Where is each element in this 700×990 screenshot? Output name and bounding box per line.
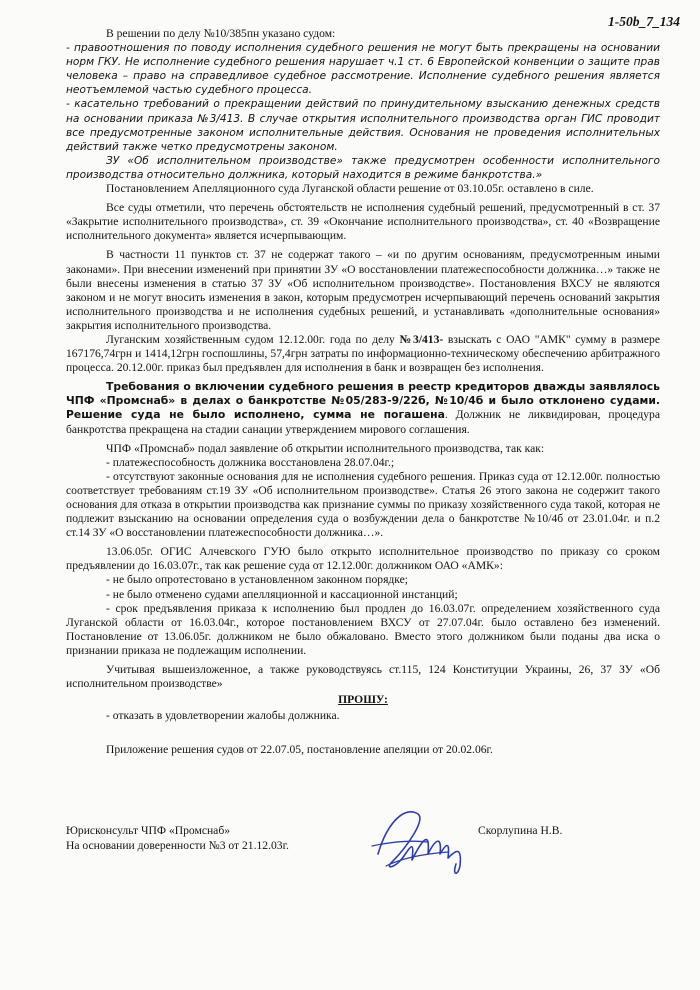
signatory-info bbox=[66, 824, 289, 853]
signatory-name: Скорлупина Н.В. bbox=[478, 824, 563, 837]
courts-paragraph: Все суды отметили, что перечень обстоятельств не исполнения судебный решений, предусмотренный в ст. 37 «Закрытие исполнительного производства», ст. 39 «Окончание исполнительного производства», ст. 40 «Возвращение исполнительного документа» является исчерпывающим. bbox=[66, 201, 660, 243]
bankruptcy-paragraph bbox=[66, 380, 660, 436]
request-item: - отказать в удовлетворении жалобы должника. bbox=[106, 709, 340, 723]
bullet-item: - не было опротестовано в установленном законном порядке; bbox=[106, 573, 409, 587]
bullet-item: - не было отменено судами апелляционной и кассационной инстанций; bbox=[106, 587, 458, 601]
appeal-paragraph: Постановлением Апелляционного суда Луганской области решение от 03.10.05г. оставлено в силе. bbox=[106, 182, 594, 196]
particular-paragraph: В частности 11 пунктов ст. 37 не содержат такого – «и по другим основаниям, предусмотренным иными законами». При внесении изменений при принятии ЗУ «О восстановлении платежеспособности должника…» также не были внесены изменения в статью 37 ЗУ «Об исполнительном производстве». Постановления ВХСУ не являются законом и не могут вносить изменения в закон, которым предусмотрен исчерпывающий перечень оснований закрытия исполнительного производства и не исполнения судебных решений, и устанавливать «дополнительные основания» закрытия исполнительного производства. bbox=[66, 248, 660, 332]
bankruptcy-bold-text: Требования о включении судебного решения в реестр кредиторов дважды заявлялось ЧПФ «Промснаб» в делах о банкротстве №05/283-9/22б, №10/4б и было отклонено судами. Решение суда не было исполнено, сумма не погашена bbox=[66, 380, 660, 422]
ogis-paragraph: 13.06.05г. ОГИС Алчевского ГУЮ было открыто исполнительное производство по приказу со сроком предъявлении до 16.03.07г., так как решение суда от 12.12.00г. должником ОАО «АМК»: bbox=[66, 545, 660, 573]
quote-paragraph-3: ЗУ «Об исполнительном производстве» также предусмотрен особенности исполнительного производства относительно должника, который находится в режиме банкротства.» bbox=[66, 154, 660, 181]
order-number: №3/413- bbox=[399, 332, 444, 346]
quote-paragraph-1: - правоотношения по поводу исполнения судебного решения не могут быть прекращены на основании норм ГКУ. Не исполнение судебного решения нарушает ч.1 ст. 6 Европейской конвенции о защите прав человека – право на справедливое судебное рассмотрение. Исполнение судебного решения является неотъемлемой частью судебного процесса. bbox=[66, 42, 660, 97]
signatory-authority: На основании доверенности №3 от 21.12.03г. bbox=[66, 838, 289, 852]
bullet-item: - платежеспособность должника восстановлена 28.07.04г.; bbox=[106, 455, 395, 469]
bullet-item: - срок предъявления приказа к исполнению был продлен до 16.03.07г. определением хозяйственного суда Луганской области от 16.03.04г., которое постановлением ВХСУ от 27.07.04г. было оставлено без изменений. Постановление от 13.06.05г. должником не было обжаловано. Вместо этого должником были поданы два иска о признании приказа не подлежащим исполнении. bbox=[66, 601, 660, 657]
promsnab-paragraph: ЧПФ «Промснаб» подал заявление об открытии исполнительного производства, так как: bbox=[106, 441, 545, 455]
document-body bbox=[66, 27, 660, 758]
bankruptcy-tail-text: . Должник не ликвидирован, процедура банкротства прекращена на стадии санации утверждением мирового соглашения. bbox=[66, 408, 660, 436]
lugansk-text-c: взыскать с ОАО "АМК" сумму в размере 167176,74грн и 1414,12грн госпошлины, 57,4грн затраты по информационно-техническому обеспечению арбитражного процесса. 20.12.00г. приказ был предъявлен для исполнения в банк и возвращен без исполнения. bbox=[66, 332, 660, 375]
signature-block bbox=[66, 824, 660, 894]
lugansk-paragraph bbox=[66, 333, 660, 375]
quote-paragraph-2: - касательно требований о прекращении действий по принудительному взысканию денежных средств на основании приказа №3/413. В случае открытия исполнительного производства орган ГИС проводит все предусмотренные законом исполнительные действия. Основания не проведения исполнительных действий также четко предусмотрены законом. bbox=[66, 98, 660, 153]
lugansk-text-a: Луганским хозяйственным судом 12.12.00г. года по делу bbox=[106, 332, 400, 346]
request-heading: ПРОШУ: bbox=[338, 693, 388, 707]
document-id: 1-50b_7_134 bbox=[608, 14, 680, 29]
intro-line: В решении по делу №10/385пн указано судом: bbox=[106, 27, 336, 40]
considering-paragraph: Учитывая вышеизложенное, а также руководствуясь ст.115, 124 Конституции Украины, 26, 37 ЗУ «Об исполнительном производстве» bbox=[66, 663, 660, 691]
attachment-line: Приложение решения судов от 22.07.05, постановление апеляции от 20.02.06г. bbox=[106, 743, 493, 757]
bullet-item: - отсутствуют законные основания для не исполнения судебного решения. Приказ суда от 12.12.00г. полностью соответствует требованиям ст.19 ЗУ «Об исполнительном производстве». Статья 26 этого закона не содержит такого основания для отказа в открытии производства как признание суммы по приказу хозяйственного суда такой, которая не подлежит взысканию на основании определения суда о возбуждении дела о банкротстве №10/4б от 23.01.04г. и п.2 ст.14 ЗУ «О восстановлении платежеспособности должника…». bbox=[66, 469, 660, 540]
handwritten-signature-icon bbox=[366, 802, 476, 882]
signatory-role: Юрисконсульт ЧПФ «Промснаб» bbox=[66, 824, 231, 837]
